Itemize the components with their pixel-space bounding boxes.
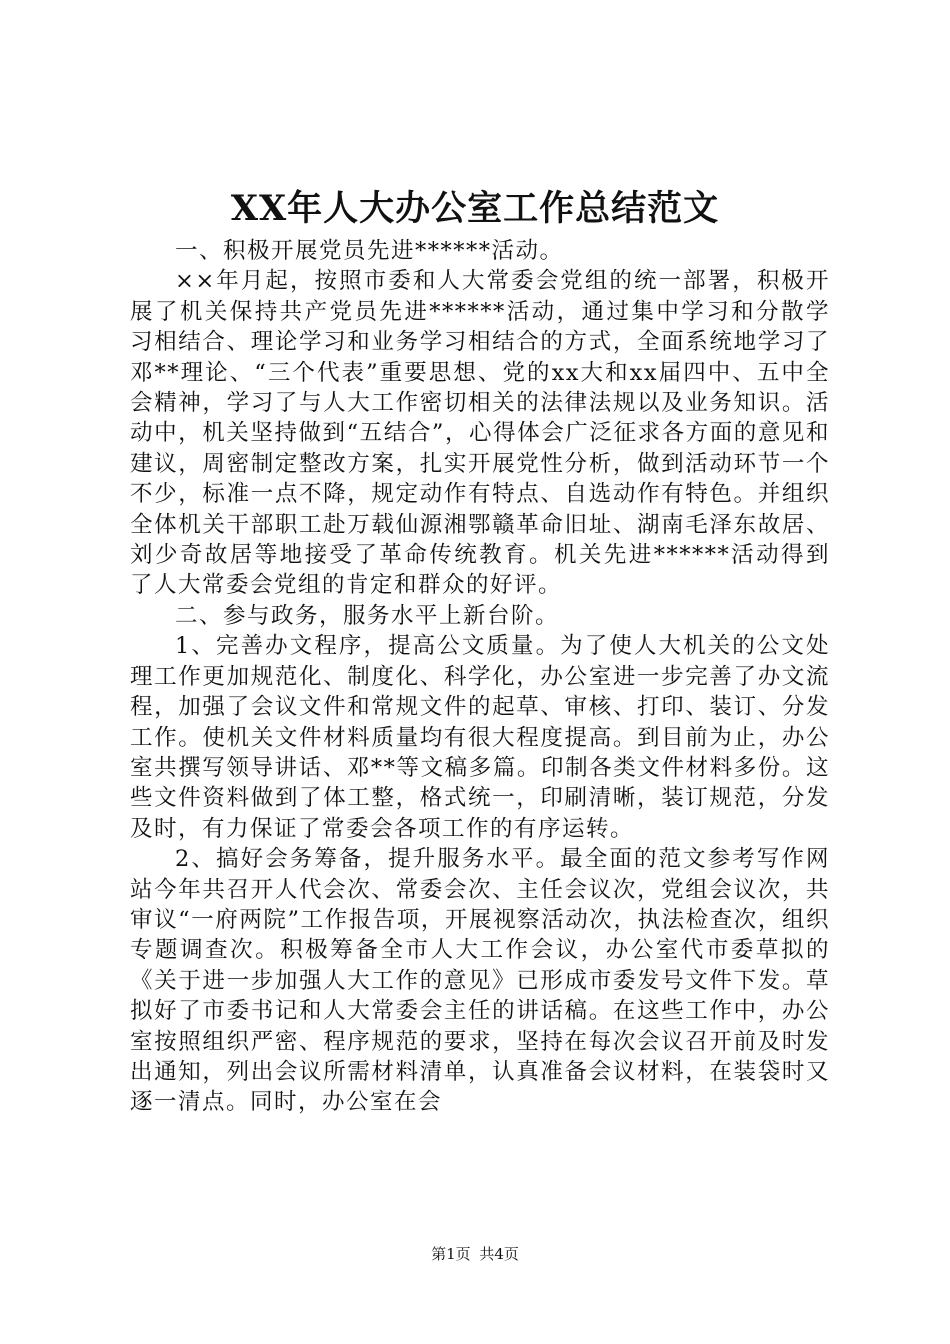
paragraph: ××年月起，按照市委和人大常委会党组的统一部署，积极开展了机关保持共产党员先进******活动，通过集中学习和分散学习相结合、理论学习和业务学习相结合的方式，全面系统地学习了邓**理论、“三个代表”重要思想、党的xx大和xx届四中、五中全会精神，学习了与人大工作密切相关的法律法规以及业务知识。活动中，机关坚持做到“五结合”，心得体会广泛征求各方面的意见和建议，周密制定整改方案，扎实开展党性分析，做到活动环节一个不少，标准一点不降，规定动作有特点、自选动作有特色。并组织全体机关干部职工赴万载仙源湘鄂赣革命旧址、湖南毛泽东故居、刘少奇故居等地接受了革命传统教育。机关先进******活动得到了人大常委会党组的肯定和群众的好评。 (130, 268, 830, 599)
section-heading-2: 二、参与政务，服务水平上新台阶。 (175, 602, 560, 629)
section-heading-1: 一、积极开展党员先进******活动。 (175, 238, 564, 264)
page-total: 共4页 (479, 1245, 519, 1263)
paragraph: 2、搞好会务筹备，提升服务水平。最全面的范文参考写作网站今年共召开人代会次、常委会次、主任会议次，党组会议次，共审议“一府两院”工作报告项，开展视察活动次，执法检查次，组织专题调查次。积极筹备全市人大工作会议，办公室代市委草拟的《关于进一步加强人大工作的意见》已形成市委发号文件下发。草拟好了市委书记和人大常委会主任的讲话稿。在这些工作中，办公室按照组织严密、程序规范的要求，坚持在每次会议召开前及时发出通知，列出会议所需材料清单，认真准备会议材料，在装袋时又逐一清点。同时，办公室在会 (130, 846, 830, 1116)
page-footer (0, 1244, 950, 1264)
document-body (130, 236, 830, 1118)
page-number: 第1页 (431, 1245, 471, 1263)
document-title: XX年人大办公室工作总结范文 (230, 188, 720, 229)
paragraph: 1、完善办文程序，提高公文质量。为了使人大机关的公文处理工作更加规范化、制度化、科学化，办公室进一步完善了办文流程，加强了会议文件和常规文件的起草、审核、打印、装订、分发工作。使机关文件材料质量均有很大程度提高。到目前为止，办公室共撰写领导讲话、邓**等文稿多篇。印制各类文件材料多份。这些文件资料做到了体工整，格式统一，印刷清晰，装订规范，分发及时，有力保证了常委会各项工作的有序运转。 (130, 633, 830, 842)
